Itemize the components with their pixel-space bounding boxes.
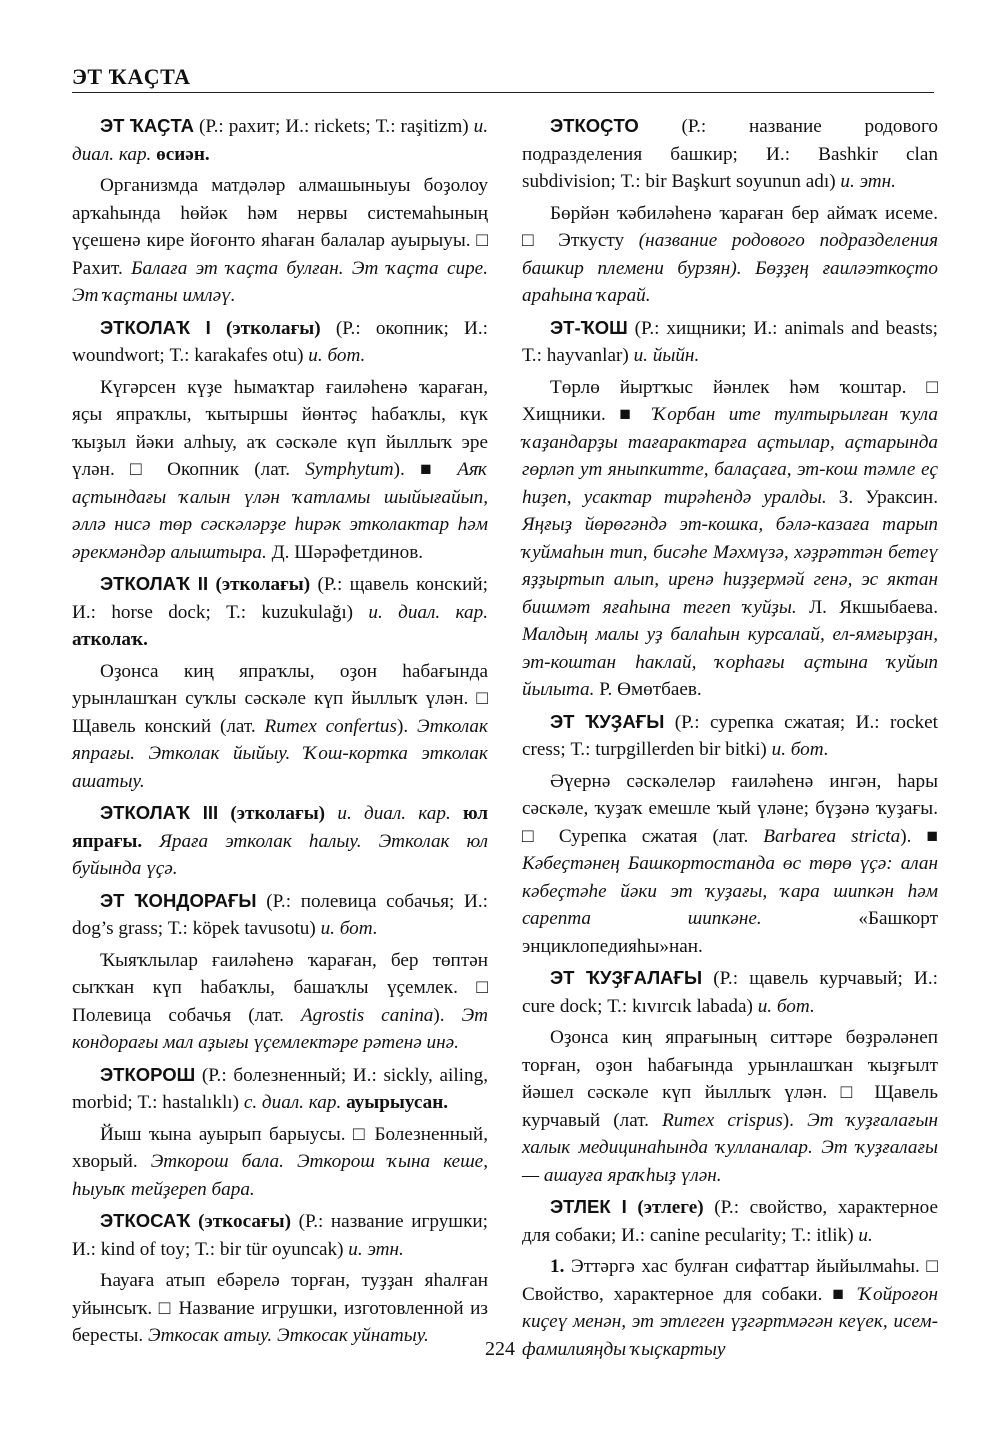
entry-definition <box>522 374 938 704</box>
entry-headline <box>522 112 938 196</box>
translations: (Р.: щавель курчавый; И.: cure dock; Т.: kıvırcık labada) <box>522 968 938 1017</box>
grammar-label: и. бот. <box>757 995 815 1017</box>
translations: (Р.: название родового подразделения башкир; И.: Bashkir clan subdivision; Т.: bir Başkurt soyunun adı) <box>522 116 938 192</box>
example-source: З. Ураксин. <box>826 486 938 508</box>
definition-text: Эттәргә хас булған сифаттар йыйылмаһы. □ Свойство, характерное для собаки. ■ <box>522 1256 938 1305</box>
definition-text: Әүернә сәскәлеләр ғаиләһенә ингән, һары сәскәле, ҡуҙаҡ емешле ҡый үләне; бүҙәнә ҡуҙағы. □ Сурепка сжатая (лат. <box>522 770 938 847</box>
example-text: Этколак япрағы. Этколак йыйыу. Ҡош-кортка этколак ашатыу. <box>72 715 488 792</box>
entry-definition <box>522 768 938 961</box>
entry-headline <box>72 570 488 654</box>
example-source: «Башкорт энциклопедияhы»нан. <box>522 908 938 957</box>
definition-text: Һауаға атып ебәрелә торған, туҙҙан яһалған уйынсыҡ. □ Название игрушки, изготовленной из бересты. <box>72 1270 488 1346</box>
variant-form: (этколағы) <box>210 317 321 339</box>
latin-name: Rumex confertus <box>264 715 397 737</box>
variant-form: (этколағы) <box>208 574 311 595</box>
entry-headline <box>522 708 938 764</box>
example-text: (название родового подразделения башкир племени бурзян). Бөҙҙең ғаиләэткоҫто араһына ҡарай. <box>522 230 938 306</box>
entry-definition <box>72 947 488 1057</box>
definition-text: Организмда матдәләр алмашыныуы боҙолоу арҡаһында һөйәк һәм нервы системаһының үҫешенә кире йоғонто яһаған балалар ауырыуы. □ Рахит. <box>72 175 488 279</box>
example-text: Эт ҡуҙғалағын халык медицинаһында ҡулланалар. Эт ҡуҙғалағы — ашауға яраҡһыҙ үлән. <box>522 1109 938 1186</box>
entry-definition <box>72 658 488 796</box>
grammar-label: и. диал. кар. <box>337 803 451 824</box>
translations: (Р.: свойство, характерное для собаки; И.: canine pecularity; Т.: itlik) <box>522 1197 938 1246</box>
entry-definition <box>522 200 938 310</box>
example-text: Яңғыҙ йөрөгәндә эт-кошка, бәлә-казаға тарып ҡуймаһын тип, бисәһе Мәхмүзә, хәҙрәттән бетеү яҙҙыртып алып, иренә һиҙҙермәй генә, эс яктан бишмәт яғаһына тегеп ҡуйҙы. <box>522 514 938 618</box>
translations: (Р.: название игрушки; И.: kind of toy; Т.: bir tür oyuncak) <box>72 1211 488 1260</box>
dialect-variant: атколаҡ. <box>72 629 148 650</box>
example-text: Малдың малы уҙ балаһын курсалай, ел-ямғырҙан, эт-коштан һаклай, ҡорһағы аҫтына ҡуйып йылыта. <box>522 624 938 700</box>
page-number: 224 <box>485 1338 515 1360</box>
latin-name: Barbarea stricta <box>763 825 901 847</box>
entry-headline <box>72 1061 488 1117</box>
entry-headline <box>522 314 938 370</box>
example-source: Р. Өмөтбаев. <box>594 679 702 700</box>
definition-tail: ). ■ <box>393 459 458 480</box>
example-text: Эткорош бала. Эткорош ҡына кеше, һыуыҡ тейҙереп бара. <box>72 1151 489 1200</box>
headword: ЭТКОСАҠ <box>100 1210 191 1231</box>
entry-definition <box>72 1121 488 1204</box>
sense-number: 1. <box>550 1256 565 1277</box>
entry-headline <box>72 112 488 168</box>
definition-text: Күгәрсен күҙе һымаҡтар ғаиләһенә ҡараған, яҫы япраҡлы, ҡытыршы йөнтәҫ һабаҡлы, күк ҡыҙыл йәки алһыу, аҡ сәскәле күп йыллыҡ эре үлән. □ Окопник (лат. <box>72 376 488 480</box>
example-text: Ҡойроғон киҫеү менән, эт этлеген үҙгәртмәгән кеүек, исем-фамилияңды ҡыҫкартыу <box>522 1283 938 1360</box>
definition-text: Оҙонса киң япраҡлы, оҙон һабағында урынлашҡан суҡлы сәскәле күп йыллыҡ үлән. □ Щавель конский (лат. <box>72 660 488 737</box>
headword: ЭТКОРОШ <box>100 1063 196 1085</box>
headword: ЭТ ҠУҘҒАЛАҒЫ <box>550 967 703 988</box>
translations: (Р.: полевица собачья; И.: dog’s grass; Т.: köpek tavusotu) <box>72 890 489 939</box>
definition-text: Йыш ҡына ауырып барыусы. □ Болезненный, хворый. <box>72 1123 488 1172</box>
translations: (Р.: сурепка сжатая; И.: rocket cress; Т.: turpgillerden bir bitki) <box>522 711 938 760</box>
running-head: ЭТ ҠАҪТА <box>72 64 191 89</box>
dialect-variant: өсиән. <box>151 143 210 165</box>
definition-tail: ). ■ <box>900 825 938 847</box>
dialect-variant: юл япрағы. <box>72 803 489 852</box>
headword: ЭТКОҪТО <box>550 115 639 136</box>
definition-tail: ). <box>782 1109 808 1131</box>
right-column <box>522 112 938 1367</box>
headword: ЭТ-ҠОШ <box>550 316 628 338</box>
definition-text: Оҙонса киң япрағының ситтәре бөҙрәләнеп торған, оҙон һабағында урынлашҡан ҡыҙғылт йәшел сәскәле күп йыллыҡ үлән. □ Щавель курчавый (лат. <box>522 1027 938 1131</box>
translations: (Р.: рахит; И.: rickets; Т.: raşitizm) <box>194 116 474 137</box>
example-source: Л. Якшыбаева. <box>796 596 938 618</box>
dialect-variant: ауырыусан. <box>341 1092 449 1113</box>
entry-headline <box>72 887 488 943</box>
grammar-label: и. бот. <box>308 345 366 366</box>
headword: ЭТКОЛАҠ I <box>100 316 211 338</box>
grammar-label: с. диал. кар. <box>243 1092 342 1113</box>
grammar-label: и. бот. <box>320 918 378 939</box>
entry-headline <box>72 799 488 883</box>
entry-definition <box>72 374 488 567</box>
example-text: Эткосак атыу. Эткосак уйнатыу. <box>148 1325 429 1346</box>
example-source: Д. Шәрәфетдинов. <box>266 541 424 563</box>
variant-form: (эткосағы) <box>190 1211 291 1232</box>
example-text: Аяҡ аҫтындағы ҡалын үлән ҡатламы шыйығайып, әллә нисә төр сәскәләрҙе һирәк этколактар һәм әрекмәндәр алыштыра. <box>72 459 488 563</box>
example-text: Эт кондорағы мал аҙығы үҫемлектәре рәтенә инә. <box>72 1004 488 1053</box>
translations <box>325 803 337 824</box>
headword: ЭТКОЛАҠ II <box>100 573 209 594</box>
entry-headline <box>72 314 488 370</box>
example-text: Ҡорбан ите тултырылған ҡула ҡаҙандарҙы тағарактарға аҫтылар, аҫтарында гөрләп ут яныпкитте, балаҫаға, эт-кош тәмле еҫ һиҙеп, усактар тирәһендә уралды. <box>522 404 938 508</box>
entry-headline <box>522 1193 938 1249</box>
variant-form: (этколағы) <box>218 803 326 824</box>
translations: (Р.: болезненный; И.: sickly, ailing, morbid; Т.: hastalıklı) <box>72 1064 488 1113</box>
latin-name: Agrostis canina <box>300 1004 434 1026</box>
headword: ЭТ ҠУҘАҒЫ <box>550 710 665 732</box>
grammar-label: и. этн. <box>348 1238 404 1260</box>
headword: ЭТКОЛАҠ III <box>100 802 219 823</box>
grammar-label: и. диал. кар. <box>72 116 489 165</box>
entry-headline <box>522 964 938 1020</box>
grammar-label: и. йыйн. <box>633 345 700 366</box>
grammar-label: и. этн. <box>840 171 896 192</box>
example-text: Яраға этколак һалыу. Этколак юл буйында үҫә. <box>72 830 488 879</box>
latin-name: Symphytum <box>305 459 394 480</box>
entry-headline <box>72 1207 488 1263</box>
grammar-label: и. <box>858 1224 873 1246</box>
example-text: Балаға эт ҡаҫта булған. Эт ҡаҫта сире. Эт ҡаҫтаны имләү. <box>72 257 488 306</box>
translations: (Р.: щавель конский; И.: horse dock; Т.: kuzukulağı) <box>72 574 488 623</box>
definition-text: Төрлө йыртҡыс йәнлек һәм ҡоштар. □ Хищники. ■ <box>522 376 938 425</box>
example-text: Кәбеҫтәнең Башкортостанда өс төрө үҫә: алан кәбеҫтәһе йәки эт ҡуҙағы, ҡара шипкән һәм сарепта шипкәне. <box>522 853 938 929</box>
definition-tail: ). <box>397 715 418 737</box>
translations: (Р.: окопник; И.: woundwort; Т.: karakafes otu) <box>72 317 488 366</box>
headword: ЭТ ҠОНДОРАҒЫ <box>100 889 257 911</box>
headword: ЭТЛЕК I <box>550 1196 627 1217</box>
entry-definition <box>522 1024 938 1189</box>
header-rule <box>72 92 934 93</box>
variant-form: (этлеге) <box>626 1197 704 1218</box>
headword: ЭТ ҠАҪТА <box>100 115 195 136</box>
translations: (Р.: хищники; И.: animals and beasts; Т.: hayvanlar) <box>522 317 938 366</box>
grammar-label: и. бот. <box>771 739 829 760</box>
definition-text: Бөрйән ҡәбиләһенә ҡараған бер аймаҡ исеме. □ Эткусту <box>522 202 938 251</box>
entry-definition <box>72 172 488 310</box>
definition-tail: ). <box>433 1004 462 1026</box>
left-column <box>72 112 488 1354</box>
definition-text: Ҡыяҡлылар ғаиләһенә ҡараған, бер төптән сыҡҡан күп һабаҡлы, башаҡлы үҫемлек. □ Полевица собачья (лат. <box>72 949 488 1026</box>
latin-name: Rumex crispus <box>662 1109 783 1131</box>
grammar-label: и. диал. кар. <box>368 601 488 623</box>
